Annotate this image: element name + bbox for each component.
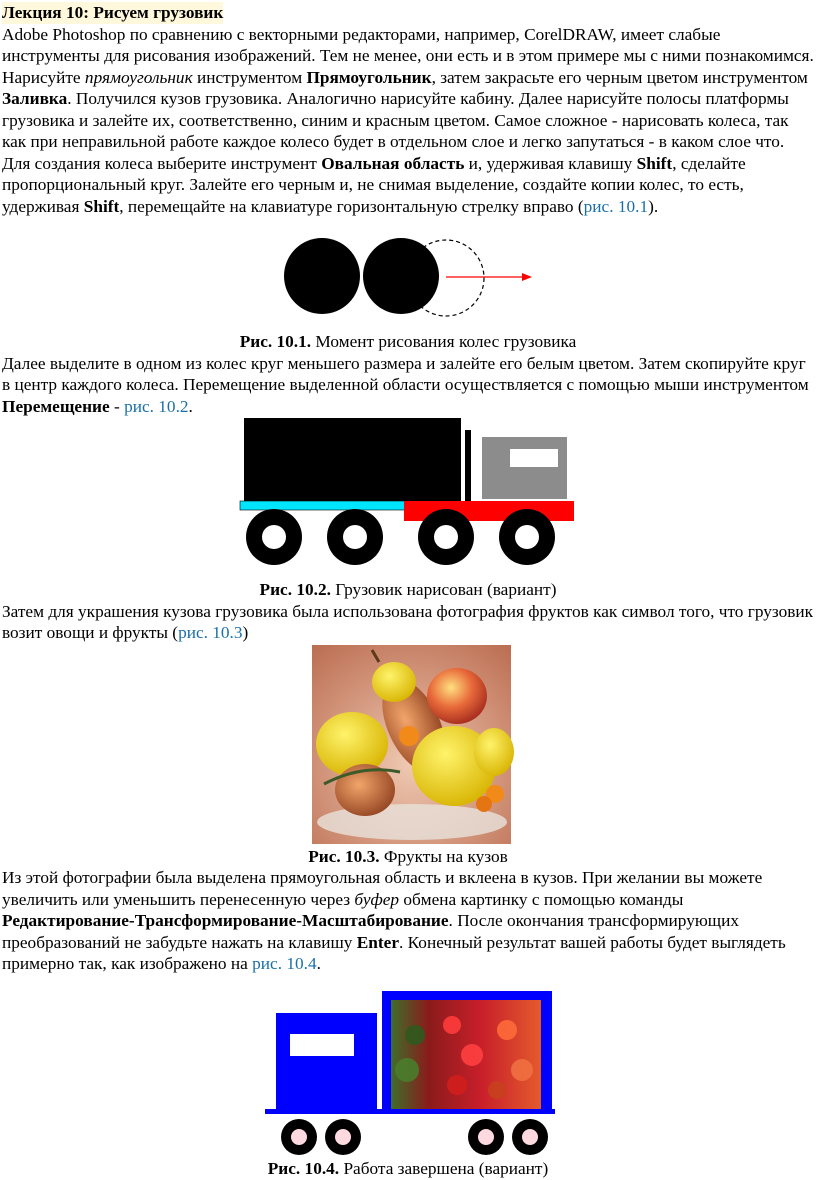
exhaust-pipe — [465, 430, 471, 502]
text-run: - — [109, 396, 125, 416]
orange-1 — [399, 726, 419, 746]
figure-10-2 — [2, 417, 814, 579]
orange-3 — [476, 796, 492, 812]
italic-term: буфер — [354, 889, 400, 909]
bold-term: Редактирование-Трансформирование-Масштабирование — [2, 911, 449, 930]
apple-top — [427, 668, 487, 724]
text-run: , сделайте пропорциональный круг. Залейте его черным и, не снимая выделение, создайте копии колес, то есть, удерживая — [2, 153, 746, 216]
figure-link[interactable]: рис. 10.3 — [178, 623, 243, 642]
figure-link[interactable]: рис. 10.1 — [583, 196, 649, 216]
platform-blue — [265, 1109, 555, 1114]
text-run: Adobe Photoshop по сравнению с векторными редакторами, например, CorelDRAW, имеет слабые инструменты для рисования изображений. Тем не менее, они есть и в этом примере мы с ними познакомимся. Нарисуйте — [2, 24, 814, 87]
figure-10-3-caption — [2, 846, 814, 868]
figure-text: Грузовик нарисован (вариант) — [330, 580, 557, 599]
figure-10-4 — [2, 975, 814, 1158]
figure-text: Момент рисования колес грузовика — [311, 332, 577, 351]
italic-term: прямоугольник — [84, 67, 193, 87]
figure-link[interactable]: рис. 10.2 — [124, 396, 189, 416]
truck-wheels — [246, 509, 555, 565]
figure-10-2-caption — [2, 579, 814, 601]
text-run: ). — [648, 196, 659, 216]
text-run: , перемещайте на клавиатуре горизонтальную стрелку вправо ( — [119, 196, 584, 216]
lecture-title: Лекция 10: Рисуем грузовик — [2, 3, 224, 22]
paragraph-1 — [2, 24, 814, 218]
wheel-1-hub — [291, 1129, 307, 1145]
figure-label: Рис. 10.1. — [239, 332, 312, 351]
wheel-1-hub — [262, 525, 286, 549]
paragraph-3 — [2, 601, 814, 644]
text-run: обмена картинку с помощью команды — [399, 889, 684, 909]
truck-wheels-final — [281, 1119, 548, 1155]
wheel-2-hub — [343, 525, 367, 549]
bold-term: Овальная область — [321, 153, 465, 173]
paragraph-2 — [2, 353, 814, 418]
wheel-4-hub — [515, 525, 539, 549]
wheel-4-hub — [522, 1129, 538, 1145]
figure-link[interactable]: рис. 10.4 — [252, 954, 317, 973]
lemon-right — [474, 728, 514, 776]
text-run: . — [188, 396, 193, 416]
cabin-blue — [276, 1013, 377, 1112]
bold-term: Заливка — [2, 89, 68, 108]
cabin — [482, 437, 567, 499]
figure-text: Работа завершена (вариант) — [339, 1158, 549, 1178]
wheel-3-hub — [434, 525, 458, 549]
wheels-drawing-moment — [2, 217, 814, 331]
final-truck-drawing — [2, 975, 814, 1158]
fruit-photo — [2, 644, 814, 846]
text-run: Далее выделите в одном из колес круг меньшего размера и залейте его белым цветом. Затем скопируйте круг в центр каждого колеса. Перемещение выделенной области осуществляется с помощью мыши инструментом — [2, 353, 809, 394]
wheel-3-hub — [478, 1129, 494, 1145]
bold-term: Shift — [636, 153, 673, 173]
bold-term: Перемещение — [2, 396, 110, 416]
text-run: и, удерживая клавишу — [464, 153, 637, 173]
text-run: Затем для украшения кузова грузовика была использована фотография фруктов как символ того, что грузовик возит овощи и фрукты ( — [2, 601, 814, 642]
text-run: . Конечный результат вашей работы будет выглядеть примерно так, как изображено на — [2, 932, 786, 973]
cabin-window — [290, 1034, 354, 1056]
figure-10-1-caption — [2, 331, 814, 353]
text-run: . Получился кузов грузовика. Аналогично нарисуйте кабину. Далее нарисуйте полосы платформы грузовика и залейте их, соответственно, синим и красным цветом. Самое сложное - нарисовать колеса, так как при неправильной работе каждое колесо будет в отдельном слое и легко запутаться - в каком слое что. Для создания колеса выберите инструмент — [2, 89, 789, 173]
figure-label: Рис. 10.3. — [308, 846, 380, 866]
figure-10-1 — [2, 217, 814, 331]
wheel-filled-2 — [363, 238, 439, 314]
wheel-filled-1 — [284, 238, 360, 314]
text-run: . — [316, 954, 321, 973]
text-run: Из этой фотографии была выделена прямоугольная область и вклеена в кузов. При желании вы можете увеличить или уменьшить перенесенную через — [2, 868, 763, 909]
cabin-window — [510, 449, 558, 467]
text-run: , затем закрасьте его черным цветом инструментом — [431, 67, 808, 87]
bold-term: Shift — [83, 196, 120, 216]
bold-term: Enter — [356, 932, 399, 952]
figure-10-3 — [2, 644, 814, 846]
text-run: ) — [242, 623, 249, 642]
truck-body — [244, 418, 461, 502]
platform-cyan — [240, 501, 408, 510]
bold-term: Прямоугольник — [306, 67, 432, 87]
text-run: инструментом — [192, 67, 307, 87]
document-page — [2, 2, 814, 1179]
paragraph-4 — [2, 867, 814, 975]
truck-drawing — [2, 417, 814, 579]
wheel-2-hub — [335, 1129, 351, 1145]
figure-label: Рис. 10.2. — [259, 580, 331, 599]
figure-label: Рис. 10.4. — [267, 1158, 340, 1178]
text-run: . После окончания трансформирующих преобразований не забудьте нажать на клавишу — [2, 911, 739, 952]
lemon-top — [372, 662, 416, 702]
move-arrow-head — [522, 273, 532, 281]
figure-10-4-caption — [2, 1158, 814, 1180]
figure-text: Фрукты на кузов — [379, 846, 508, 866]
